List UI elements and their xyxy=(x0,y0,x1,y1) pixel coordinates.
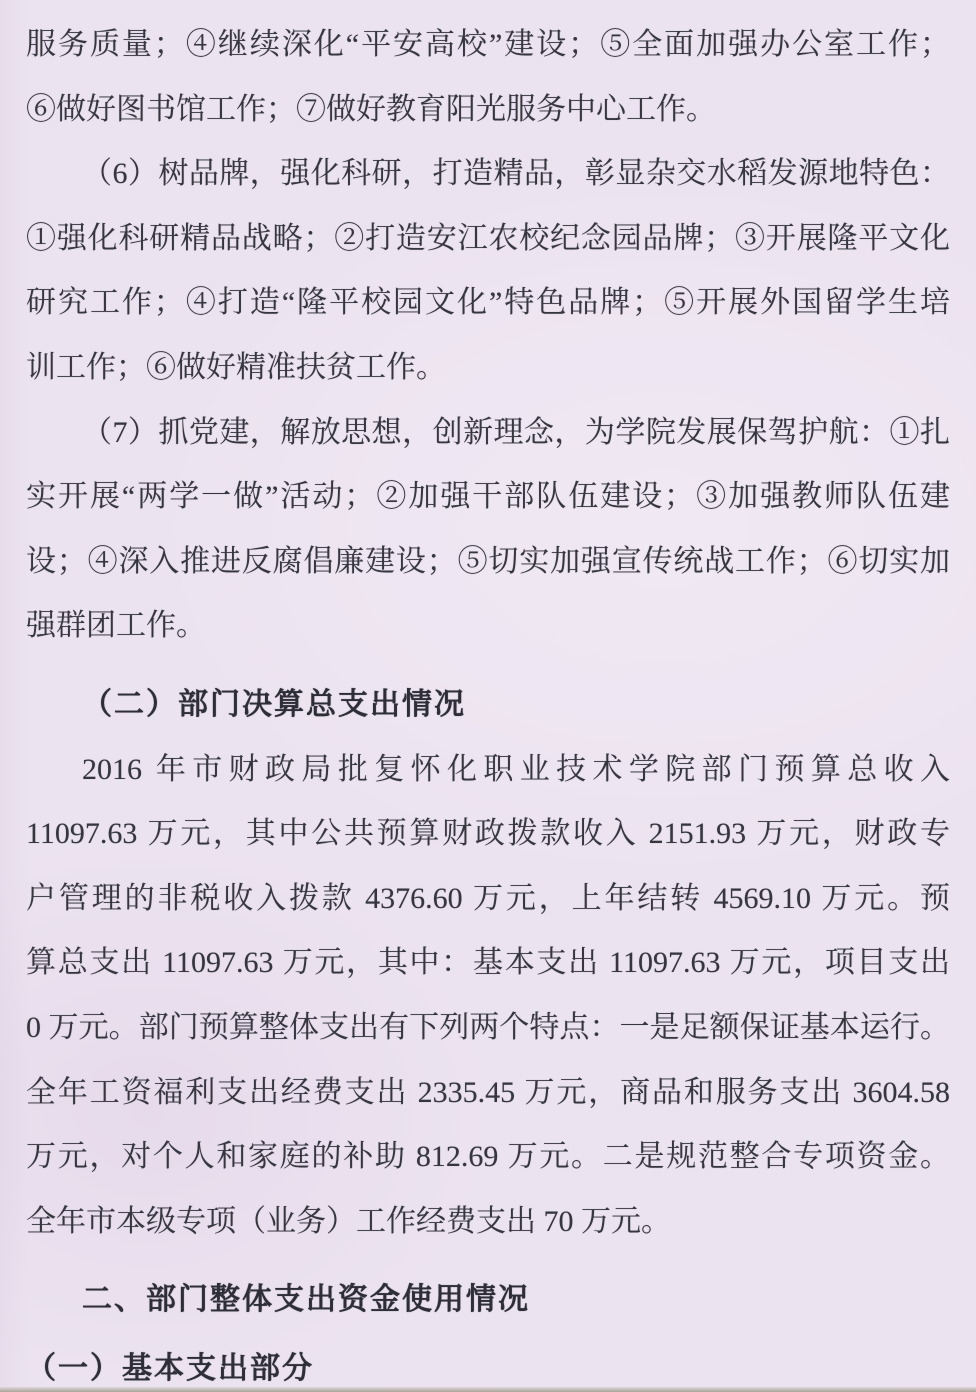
text-line: 训工作；⑥做好精准扶贫工作。 xyxy=(26,350,446,384)
text-line: 户管理的非税收入拨款 4376.60 万元，上年结转 4569.10 万元。预 xyxy=(26,881,950,915)
text-line: 0 万元。部门预算整体支出有下列两个特点：一是足额保证基本运行。 xyxy=(26,1010,950,1044)
heading-line: 二、部门整体支出资金使用情况 xyxy=(82,1283,530,1317)
text-line: 强群团工作。 xyxy=(26,609,206,643)
text-line: 全年工资福利支出经费支出 2335.45 万元，商品和服务支出 3604.58 xyxy=(26,1075,950,1109)
text-line: 实开展“两学一做”活动；②加强干部队伍建设；③加强教师队伍建 xyxy=(26,480,950,514)
heading-line: （二）部门决算总支出情况 xyxy=(82,687,466,721)
text-line: （7）抓党建，解放思想，创新理念，为学院发展保驾护航：①扎 xyxy=(82,415,950,449)
text-line: 全年市本级专项（业务）工作经费支出 70 万元。 xyxy=(26,1204,671,1238)
text-line: ①强化科研精品战略；②打造安江农校纪念园品牌；③开展隆平文化 xyxy=(26,221,950,255)
text-line: 11097.63 万元，其中公共预算财政拨款收入 2151.93 万元，财政专 xyxy=(26,817,950,851)
document-text xyxy=(26,13,950,1392)
text-line: ⑥做好图书馆工作；⑦做好教育阳光服务中心工作。 xyxy=(26,92,716,126)
text-line: （6）树品牌，强化科研，打造精品，彰显杂交水稻发源地特色： xyxy=(82,157,950,191)
text-line: 服务质量；④继续深化“平安高校”建设；⑤全面加强办公室工作； xyxy=(26,28,950,61)
heading-line: （一）基本支出部分 xyxy=(26,1351,314,1385)
text-line: 2016 年市财政局批复怀化职业技术学院部门预算总收入 xyxy=(82,752,950,786)
text-line: 设；④深入推进反腐倡廉建设；⑤切实加强宣传统战工作；⑥切实加 xyxy=(26,544,950,578)
text-line: 算总支出 11097.63 万元，其中：基本支出 11097.63 万元，项目支出 xyxy=(26,946,950,980)
text-line: 万元，对个人和家庭的补助 812.69 万元。二是规范整合专项资金。 xyxy=(26,1140,950,1174)
text-line: 研究工作；④打造“隆平校园文化”特色品牌；⑤开展外国留学生培 xyxy=(26,286,950,320)
